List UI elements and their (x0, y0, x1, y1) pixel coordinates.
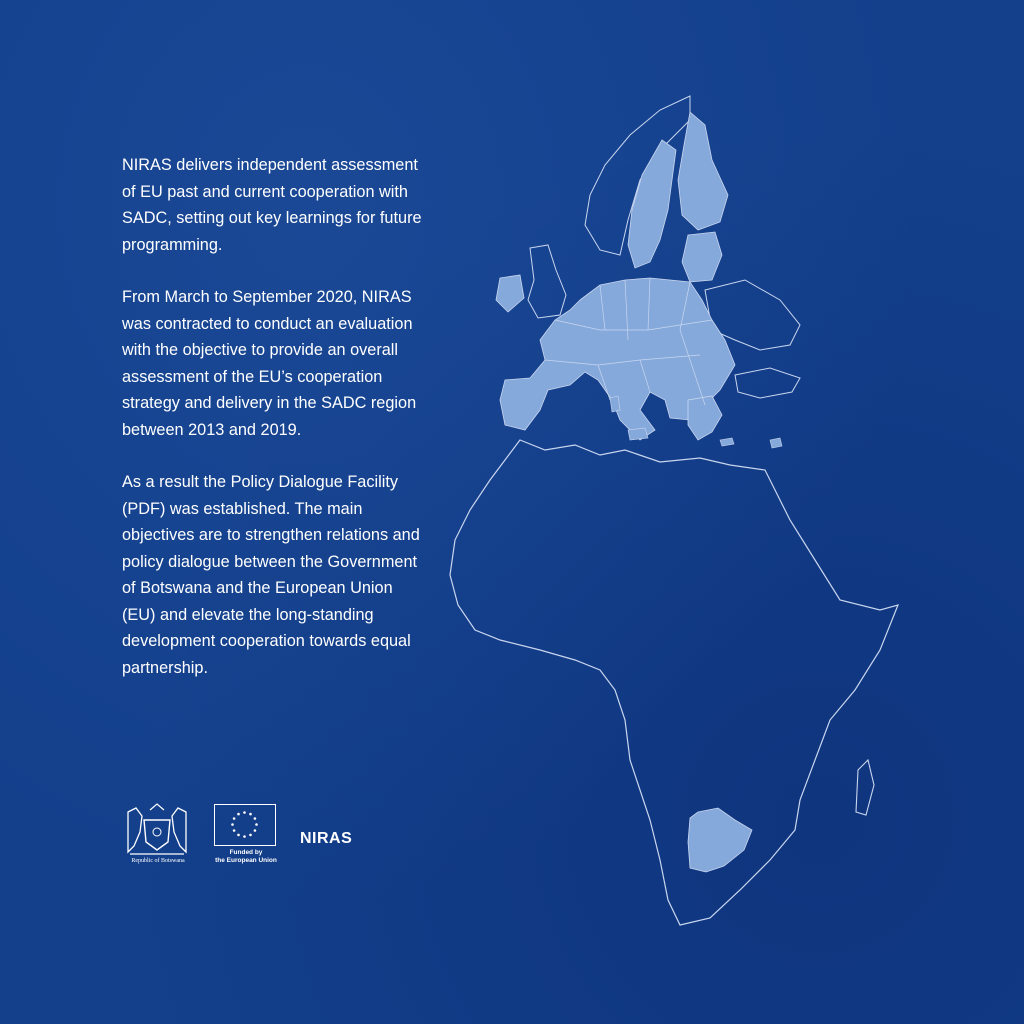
eu-flag-icon (214, 804, 276, 846)
madagascar-outline (856, 760, 874, 815)
logo-row (120, 800, 390, 872)
finland-shape (678, 112, 728, 230)
baltics-shape (682, 232, 722, 282)
paragraph-evaluation: From March to September 2020, NIRAS was contracted to conduct an evaluation with the objective to provide an overall assessment of the EU’s cooperation strategy and delivery in the SADC region between 2013 and 2019. (122, 288, 417, 439)
africa-outline (450, 440, 898, 925)
niras-logo: NIRAS (300, 830, 353, 847)
eu-label-line1: Funded by (229, 849, 263, 856)
paragraph-intro: NIRAS delivers independent assessment of EU past and current cooperation with SADC, setting out key learnings for future programming. (122, 156, 422, 254)
description-text (122, 152, 422, 707)
sweden-shape (628, 140, 676, 268)
greece-shape (688, 396, 722, 440)
eu-funding-label (204, 849, 288, 865)
uk-outline (528, 245, 566, 318)
eu-label-line2: the European Union (215, 857, 277, 864)
ireland-shape (496, 275, 524, 312)
turkey-outline (735, 368, 800, 398)
botswana-label: Republic of Botswana (131, 858, 185, 864)
botswana-shape (688, 808, 752, 872)
paragraph-pdf: As a result the Policy Dialogue Facility (PDF) was established. The main objectives are to strengthen relations and policy dialogue between the Government of Botswana and the European Union (EU) and elevate the long-standing development cooperation towards equal partnership. (122, 473, 420, 677)
